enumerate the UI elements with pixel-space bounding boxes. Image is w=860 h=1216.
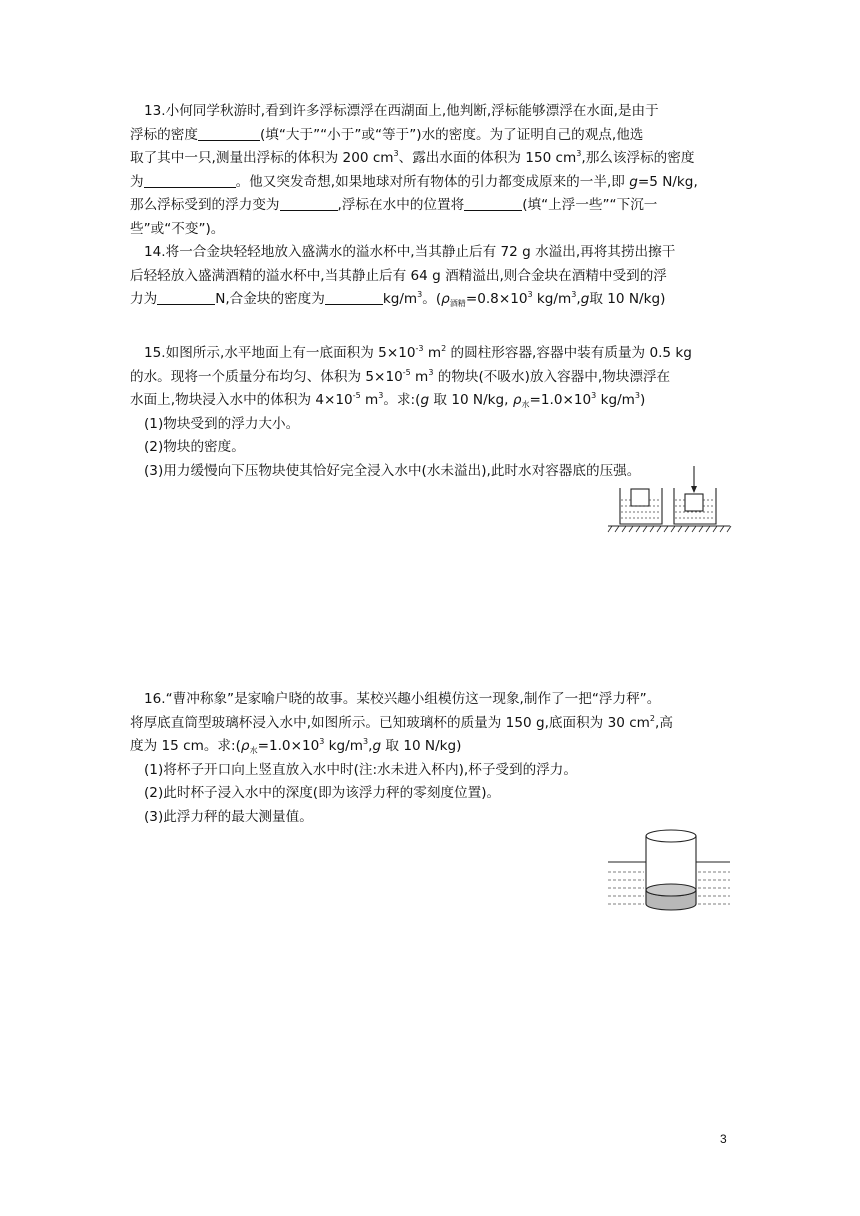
q13-line-2: 浮标的密度 (填“大于”“小于”或“等于”)水的密度。为了证明自己的观点,他选	[130, 126, 644, 143]
q15-sub-3: (3)用力缓慢向下压物块使其恰好完全浸入水中(水未溢出),此时水对容器底的压强。	[144, 462, 641, 479]
answer-blank[interactable]	[157, 289, 215, 305]
q13-line-1: 13.小何同学秋游时,看到许多浮标漂浮在西湖面上,他判断,浮标能够漂浮在水面,是由于	[144, 103, 659, 119]
question-14	[130, 241, 730, 312]
q16-sub-2: (2)此时杯子浸入水中的深度(即为该浮力秤的零刻度位置)。	[144, 785, 501, 801]
q13-line-3: 取了其中一只,测量出浮标的体积为 200 $cm^3$、露出水面的体积为 150 $cm^3$,那么该浮标的密度	[130, 149, 695, 166]
q15-line-1: 15.如图所示,水平地面上有一底面积为 $5\times 10^{-3}$ $m^2$ 的圆柱形容器,容器中装有质量为 0.5 kg	[144, 344, 692, 361]
q16-sub-1: (1)将杯子开口向上竖直放入水中时(注:水未进入杯内),杯子受到的浮力。	[144, 761, 577, 778]
q14-line-2: 后轻轻放入盛满酒精的溢水杯中,当其静止后有 64 g 酒精溢出,则合金块在酒精中受到的浮	[130, 267, 667, 284]
q16-figure-glass-cup	[606, 822, 732, 914]
q14-line-3: 力为 N,合金块的密度为 $kg/m^3$。($\rho_{酒精}=0.8\times 10^3$ $kg/m^3,g$取 10 N/kg)	[130, 290, 666, 308]
q15-line-2: 的水。现将一个质量分布均匀、体积为 $5\times 10^{-5}$ $m^3$ 的物块(不吸水)放入容器中,物块漂浮在	[130, 367, 671, 385]
q16-line-2: 将厚底直筒型玻璃杯浸入水中,如图所示。已知玻璃杯的质量为 150 g,底面积为 30 $cm^2$,高	[130, 713, 673, 731]
answer-blank[interactable]	[144, 172, 236, 188]
answer-blank[interactable]	[464, 195, 522, 211]
q15-sub-1: (1)物块受到的浮力大小。	[144, 415, 300, 432]
q15-sub-2: (2)物块的密度。	[144, 439, 245, 455]
q16-line-3: 度为 15 cm。求$:(\rho_水=1.0\times 10^3$ $kg/m^3,g$ 取 10 N/kg)	[130, 737, 462, 755]
q15-line-3: 水面上,物块浸入水中的体积为 $4\times 10^{-5}$ $m^3$。求:(g 取 10 N/kg, $\rho_水=1.0\times 10^3$ $kg/m^3$)	[130, 391, 646, 409]
q16-line-1: 16.“曹冲称象”是家喻户晓的故事。某校兴趣小组模仿这一现象,制作了一把“浮力秤”。	[144, 691, 661, 707]
answer-blank[interactable]	[198, 125, 260, 141]
q13-line-6: 些”或“不变”)。	[130, 220, 225, 237]
q13-line-4: 为 。他又突发奇想,如果地球对所有物体的引力都变成原来的一半,即 g=5 N/kg,	[130, 173, 698, 190]
page-number: 3	[720, 1132, 727, 1146]
q14-line-1: 14.将一合金块轻轻地放入盛满水的溢水杯中,当其静止后有 72 g 水溢出,再将其捞出擦干	[144, 244, 676, 260]
answer-blank[interactable]	[280, 195, 338, 211]
q15-figure-containers	[606, 462, 732, 534]
q16-sub-3: (3)此浮力秤的最大测量值。	[144, 808, 313, 825]
question-13	[130, 100, 730, 241]
question-16	[130, 688, 730, 829]
answer-blank[interactable]	[325, 289, 383, 305]
q13-line-5: 那么浮标受到的浮力变为 ,浮标在水中的位置将 (填“上浮一些”“下沉一	[130, 197, 658, 213]
